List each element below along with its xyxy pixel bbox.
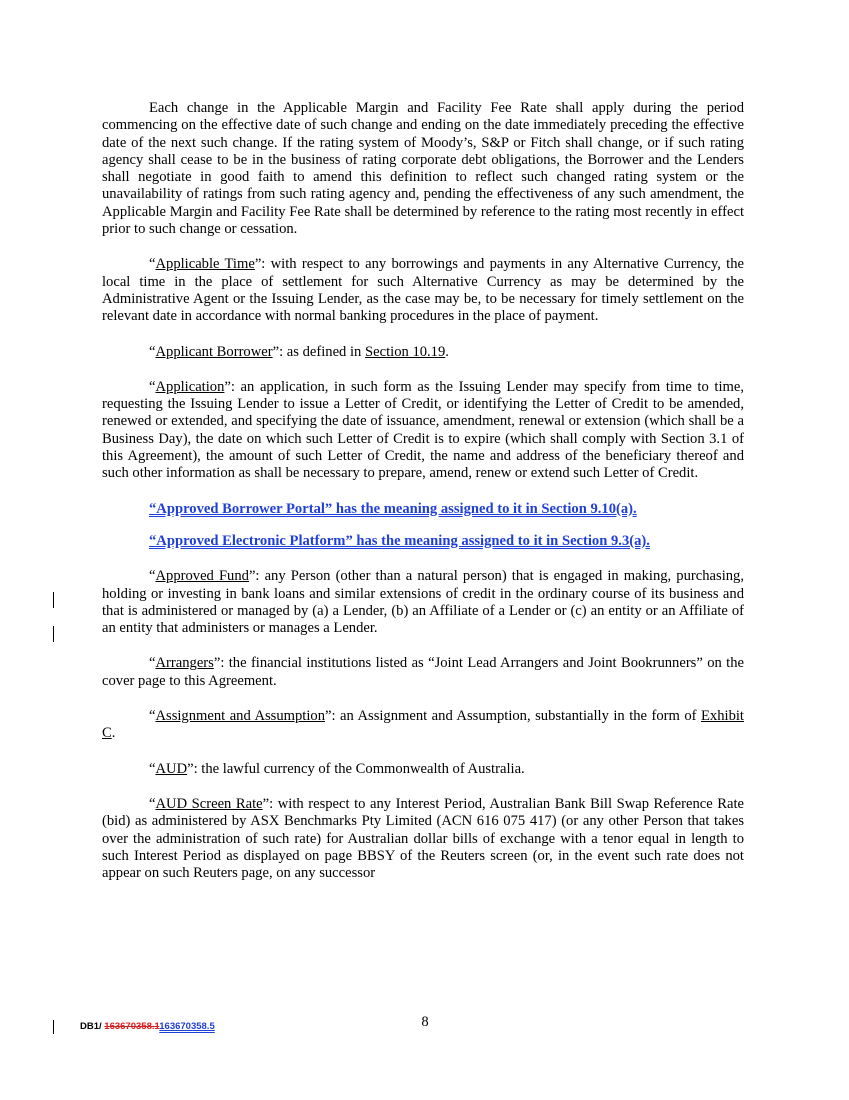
defined-term: Approved Fund xyxy=(155,568,249,585)
definition-text: ”: an Assignment and Assumption, substantially in the form of xyxy=(325,708,702,725)
paragraph-margin-change: Each change in the Applicable Margin and Facility Fee Rate shall apply during the period commencing on the effective date of such change and ending on the date immediately preceding the effective date of the next such change. If the rating system of Moody’s, S&P or Fitch shall change, or if such rating agency shall cease to be in the business of rating corporate debt obligations, the Borrower and the Lenders shall negotiate in good faith to amend this definition to reflect such changed rating system or the unavailability of ratings from such rating agency and, pending the effectiveness of any such amendment, the Applicable Margin and Facility Fee Rate shall be determined by reference to the rating most recently in effect prior to such change or cessation. xyxy=(102,100,744,238)
exhibit-reference: Exhibit C xyxy=(102,708,744,742)
open-quote: “ xyxy=(149,568,156,585)
definition-text: ”: any Person (other than a natural person) that is engaged in making, purchasing, holding or investing in bank loans and similar extensions of credit in the ordinary course of its business and that is administered or managed by (a) a Lender, (b) an Affiliate of a Lender or (c) an entity or an Affiliate of an entity that administers or manages a Lender. xyxy=(102,568,744,637)
defined-term: AUD Screen Rate xyxy=(155,795,263,812)
docid-deleted: 163670358.1 xyxy=(104,1021,160,1032)
definition-text: ”: an application, in such form as the Issuing Lender may specify from time to time, requesting the Issuing Lender to issue a Letter of Credit, or identifying the Letter of Credit to be amended, renewed or extended, and specifying the date of issuance, amendment, renewal or extension (which shall be a Business Day), the date on which such Letter of Credit is to expire (which shall comply with Section 3.1 of this Agreement), the amount of such Letter of Credit, the name and address of the beneficiary thereof and such other information as shall be necessary to prepare, amend, renew or extend such Letter of Credit. xyxy=(102,378,744,482)
open-quote: “ xyxy=(149,760,156,777)
section-reference: Section 10.19 xyxy=(365,343,446,360)
open-quote: “ xyxy=(149,378,156,395)
definition-text: ”: the lawful currency of the Commonwealth of Australia. xyxy=(187,760,525,777)
open-quote: “ xyxy=(149,655,156,672)
definition-text: ”: with respect to any Interest Period, Australian Bank Bill Swap Reference Rate (bid) as administered by ASX Benchmarks Pty Limited (ACN 616 075 417) (or any other Person that takes over the administration of such rate) for Australian dollar bills of exchange with a tenor equal in length to such Interest Period as displayed on page BBSY of the Reuters screen (or, in the event such rate does not appear on such Reuters page, on any successor xyxy=(102,795,744,882)
document-id xyxy=(80,1021,215,1032)
open-quote: “ xyxy=(149,795,156,812)
defined-term: AUD xyxy=(155,760,188,777)
change-bar xyxy=(53,1020,54,1034)
inserted-text: “Approved Electronic Platform” has the meaning assigned to it in Section 9.3(a). xyxy=(149,532,650,549)
document-page xyxy=(102,100,744,900)
definition-applicant-borrower xyxy=(102,344,744,361)
defined-term: Applicant Borrower xyxy=(155,343,273,360)
definition-text: ”: the financial institutions listed as “Joint Lead Arrangers and Joint Bookrunners” on the cover page to this Agreement. xyxy=(102,655,744,689)
inserted-text: “Approved Borrower Portal” has the meaning assigned to it in Section 9.10(a). xyxy=(149,500,637,517)
definition-aud xyxy=(102,761,744,778)
defined-term: Arrangers xyxy=(155,655,214,672)
definition-arrangers xyxy=(102,655,744,690)
definition-application xyxy=(102,379,744,483)
definition-approved-fund xyxy=(102,568,744,637)
docid-inserted: 163670358.5 xyxy=(159,1021,215,1032)
definition-applicable-time xyxy=(102,256,744,325)
defined-term: Applicable Time xyxy=(155,256,255,273)
docid-prefix: DB1/ xyxy=(80,1021,105,1032)
page-footer xyxy=(0,1014,849,1038)
definition-aud-screen-rate xyxy=(102,796,744,882)
open-quote: “ xyxy=(149,256,156,273)
period: . xyxy=(111,725,116,742)
change-bar xyxy=(53,626,54,642)
definition-text: ”: as defined in xyxy=(272,343,366,360)
inserted-definition-approved-borrower-portal xyxy=(102,501,744,518)
period: . xyxy=(445,343,449,360)
definition-text: ”: with respect to any borrowings and payments in any Alternative Currency, the local time in the place of settlement for such Alternative Currency as may be determined by the Administrative Agent or the Issuing Lender, as the case may be, to be necessary for timely settlement on the relevant date in accordance with normal banking procedures in the place of payment. xyxy=(102,256,745,325)
defined-term: Assignment and Assumption xyxy=(155,708,325,725)
change-bar xyxy=(53,592,54,608)
defined-term: Application xyxy=(155,378,225,395)
page-number: 8 xyxy=(421,1014,429,1030)
definition-assignment-and-assumption xyxy=(102,708,744,743)
open-quote: “ xyxy=(149,343,156,360)
inserted-definition-approved-electronic-platform xyxy=(102,533,744,550)
open-quote: “ xyxy=(149,708,156,725)
